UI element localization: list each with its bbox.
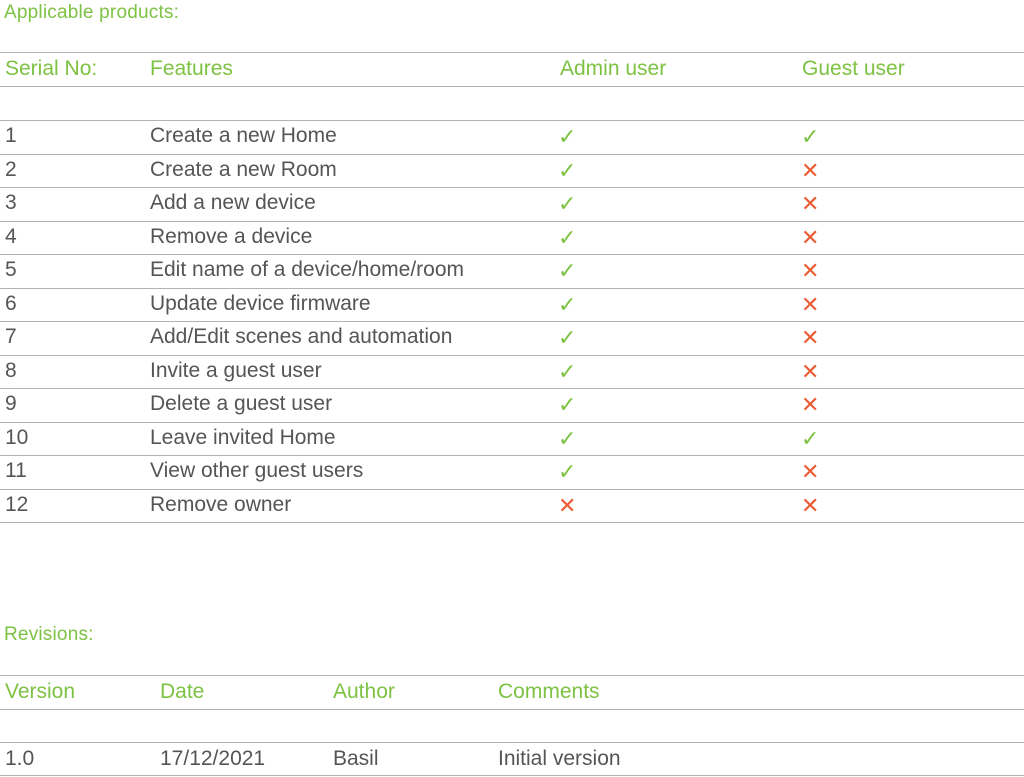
cross-icon: ✕ xyxy=(801,459,820,484)
table-row xyxy=(0,225,1024,255)
check-icon: ✓ xyxy=(558,191,577,216)
serial-cell: 4 xyxy=(5,224,17,248)
date-cell: 17/12/2021 xyxy=(160,747,266,770)
table-rule xyxy=(0,455,1024,456)
header-admin-user: Admin user xyxy=(560,57,667,80)
table-rule xyxy=(0,52,1024,53)
version-cell: 1.0 xyxy=(5,747,35,770)
table-row xyxy=(0,124,1024,154)
feature-cell: Remove a device xyxy=(150,224,313,248)
table-rule xyxy=(0,489,1024,490)
check-icon: ✓ xyxy=(558,124,577,149)
table-rule xyxy=(0,388,1024,389)
serial-cell: 1 xyxy=(5,124,17,147)
header-comments: Comments xyxy=(498,680,600,703)
table-rule xyxy=(0,154,1024,155)
serial-cell: 3 xyxy=(5,191,17,214)
serial-cell: 12 xyxy=(5,492,29,516)
table-row xyxy=(0,191,1024,221)
cross-icon: ✕ xyxy=(801,157,820,183)
table-rule xyxy=(0,288,1024,289)
feature-cell: View other guest users xyxy=(150,459,364,482)
check-icon: ✓ xyxy=(558,224,577,250)
check-icon: ✓ xyxy=(558,325,577,350)
cross-icon: ✕ xyxy=(801,392,820,417)
feature-cell: Create a new Room xyxy=(150,157,337,181)
cross-icon: ✕ xyxy=(558,492,577,518)
table-row xyxy=(0,158,1024,188)
table-rule xyxy=(0,422,1024,423)
table-rule xyxy=(0,355,1024,356)
serial-cell: 10 xyxy=(5,425,29,449)
table-rule xyxy=(0,742,1024,743)
author-cell: Basil xyxy=(333,747,379,770)
header-features: Features xyxy=(150,57,233,80)
table-row xyxy=(0,426,1024,456)
table-rule xyxy=(0,187,1024,188)
feature-cell: Create a new Home xyxy=(150,124,337,147)
serial-cell: 7 xyxy=(5,325,17,348)
table-row xyxy=(0,493,1024,523)
cross-icon: ✕ xyxy=(801,492,820,518)
table-row xyxy=(0,292,1024,322)
table-row xyxy=(0,359,1024,389)
cross-icon: ✕ xyxy=(801,291,820,317)
feature-cell: Update device firmware xyxy=(150,291,371,315)
table-rule xyxy=(0,775,1024,776)
cross-icon: ✕ xyxy=(801,191,820,216)
feature-cell: Leave invited Home xyxy=(150,425,336,449)
table-row xyxy=(0,258,1024,288)
products-section-title: Applicable products: xyxy=(4,2,180,23)
table-rule xyxy=(0,321,1024,322)
feature-cell: Invite a guest user xyxy=(150,358,322,382)
table-row xyxy=(0,459,1024,489)
check-icon: ✓ xyxy=(558,392,577,417)
serial-cell: 6 xyxy=(5,291,17,315)
table-rule xyxy=(0,221,1024,222)
check-icon: ✓ xyxy=(558,258,577,283)
serial-cell: 8 xyxy=(5,358,17,382)
feature-cell: Delete a guest user xyxy=(150,392,333,415)
feature-cell: Remove owner xyxy=(150,492,292,516)
check-icon: ✓ xyxy=(801,124,820,149)
table-rule xyxy=(0,254,1024,255)
check-icon: ✓ xyxy=(558,291,577,317)
check-icon: ✓ xyxy=(558,358,577,384)
feature-cell: Edit name of a device/home/room xyxy=(150,258,464,281)
table-rule xyxy=(0,709,1024,710)
check-icon: ✓ xyxy=(801,425,820,451)
feature-cell: Add a new device xyxy=(150,191,316,214)
serial-cell: 5 xyxy=(5,258,17,281)
table-rule xyxy=(0,675,1024,676)
check-icon: ✓ xyxy=(558,459,577,484)
table-rule xyxy=(0,522,1024,523)
table-rule xyxy=(0,86,1024,87)
header-author: Author xyxy=(333,680,395,703)
comments-cell: Initial version xyxy=(498,747,621,770)
header-date: Date xyxy=(160,680,205,703)
header-guest-user: Guest user xyxy=(802,57,905,80)
cross-icon: ✕ xyxy=(801,325,820,350)
header-serial: Serial No: xyxy=(5,57,98,80)
check-icon: ✓ xyxy=(558,425,577,451)
serial-cell: 11 xyxy=(5,459,27,482)
table-row xyxy=(0,325,1024,355)
revisions-section-title: Revisions: xyxy=(4,624,94,645)
cross-icon: ✕ xyxy=(801,358,820,384)
cross-icon: ✕ xyxy=(801,224,820,250)
serial-cell: 2 xyxy=(5,157,17,181)
table-row xyxy=(0,392,1024,422)
header-version: Version xyxy=(5,680,76,703)
check-icon: ✓ xyxy=(558,157,577,183)
cross-icon: ✕ xyxy=(801,258,820,283)
feature-cell: Add/Edit scenes and automation xyxy=(150,325,453,348)
serial-cell: 9 xyxy=(5,392,17,415)
table-rule xyxy=(0,120,1024,121)
